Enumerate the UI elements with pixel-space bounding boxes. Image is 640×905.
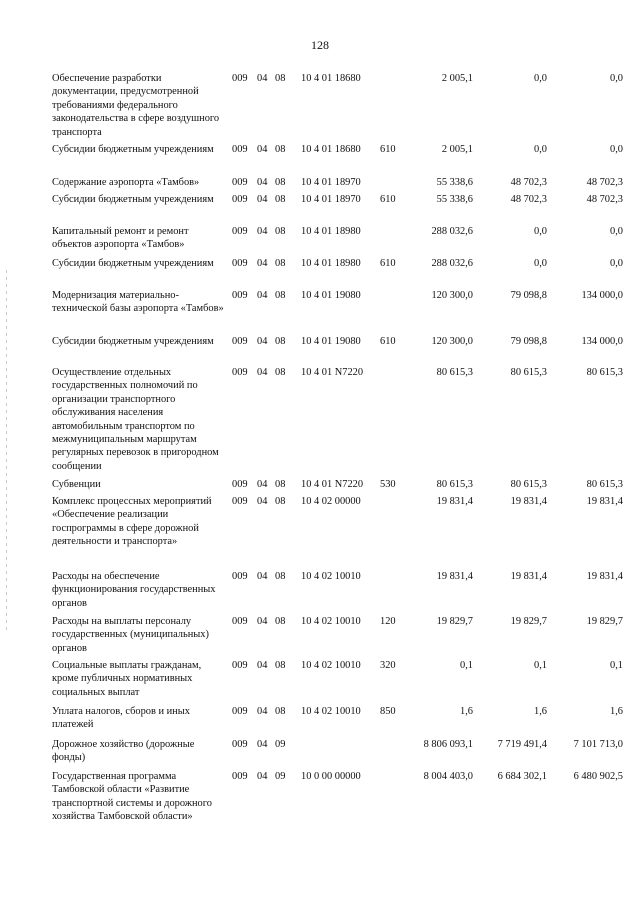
- row-rz: 04: [257, 73, 268, 84]
- row-value-1: 19 829,7: [436, 616, 473, 627]
- row-value-2: 19 829,7: [510, 616, 547, 627]
- row-name: Государственная программа Тамбовской области «Развитие транспортной системы и дорожного хозяйства Тамбовской области»: [52, 771, 212, 823]
- row-pr: 08: [275, 73, 286, 84]
- row-value-3: 48 702,3: [586, 177, 623, 188]
- row-pr: 08: [275, 258, 286, 269]
- row-vr: 610: [380, 258, 396, 269]
- row-ved: 009: [232, 367, 248, 378]
- row-value-2: 48 702,3: [510, 177, 547, 188]
- row-value-3: 7 101 713,0: [573, 739, 623, 750]
- row-value-2: 0,0: [534, 144, 547, 155]
- row-name: Дорожное хозяйство (дорожные фонды): [52, 739, 195, 764]
- row-rz: 04: [257, 258, 268, 269]
- row-value-3: 0,0: [610, 73, 623, 84]
- row-value-1: 120 300,0: [431, 336, 473, 347]
- row-value-3: 1,6: [610, 706, 623, 717]
- row-vr: 120: [380, 616, 396, 627]
- row-value-2: 19 831,4: [510, 496, 547, 507]
- row-value-3: 0,0: [610, 226, 623, 237]
- row-csr: 10 4 01 18980: [301, 258, 361, 269]
- row-ved: 009: [232, 258, 248, 269]
- row-value-1: 1,6: [460, 706, 473, 717]
- row-value-3: 19 831,4: [586, 496, 623, 507]
- row-value-2: 1,6: [534, 706, 547, 717]
- row-rz: 04: [257, 226, 268, 237]
- row-name: Субсидии бюджетным учреждениям: [52, 258, 214, 269]
- row-csr: 10 0 00 00000: [301, 771, 361, 782]
- row-value-3: 19 829,7: [586, 616, 623, 627]
- row-vr: 610: [380, 336, 396, 347]
- row-vr: 610: [380, 194, 396, 205]
- row-value-1: 8 004 403,0: [423, 771, 473, 782]
- row-ved: 009: [232, 771, 248, 782]
- row-value-3: 80 615,3: [586, 367, 623, 378]
- row-name: Осуществление отдельных государственных полномочий по организации транспортного обслуживания населения автомобильным транспортом по межмуниципальным маршрутам регулярных перевозок в пригородном сообщении: [52, 367, 219, 472]
- row-pr: 08: [275, 177, 286, 188]
- row-csr: 10 4 01 18970: [301, 194, 361, 205]
- row-rz: 04: [257, 571, 268, 582]
- row-ved: 009: [232, 706, 248, 717]
- row-ved: 009: [232, 479, 248, 490]
- row-value-1: 8 806 093,1: [423, 739, 473, 750]
- row-ved: 009: [232, 144, 248, 155]
- row-ved: 009: [232, 194, 248, 205]
- row-name: Социальные выплаты гражданам, кроме публичных нормативных социальных выплат: [52, 660, 202, 698]
- row-value-1: 19 831,4: [436, 496, 473, 507]
- row-name: Расходы на выплаты персоналу государственных (муниципальных) органов: [52, 616, 209, 654]
- row-value-2: 0,0: [534, 73, 547, 84]
- row-ved: 009: [232, 571, 248, 582]
- row-name: Комплекс процессных мероприятий «Обеспечение реализации госпрограммы в сфере дорожной деятельности и транспорта»: [52, 496, 212, 548]
- row-rz: 04: [257, 771, 268, 782]
- row-value-1: 288 032,6: [431, 226, 473, 237]
- row-vr: 850: [380, 706, 396, 717]
- row-value-1: 55 338,6: [436, 177, 473, 188]
- row-name: Субвенции: [52, 479, 101, 490]
- row-value-2: 6 684 302,1: [497, 771, 547, 782]
- row-rz: 04: [257, 496, 268, 507]
- row-pr: 08: [275, 660, 286, 671]
- row-csr: 10 4 01 18680: [301, 144, 361, 155]
- row-value-1: 19 831,4: [436, 571, 473, 582]
- row-csr: 10 4 01 18970: [301, 177, 361, 188]
- row-ved: 009: [232, 660, 248, 671]
- row-rz: 04: [257, 144, 268, 155]
- row-pr: 08: [275, 144, 286, 155]
- row-value-2: 80 615,3: [510, 367, 547, 378]
- row-value-3: 134 000,0: [581, 290, 623, 301]
- row-value-3: 19 831,4: [586, 571, 623, 582]
- row-csr: 10 4 02 10010: [301, 706, 361, 717]
- row-csr: 10 4 01 19080: [301, 336, 361, 347]
- row-ved: 009: [232, 290, 248, 301]
- row-ved: 009: [232, 177, 248, 188]
- row-value-2: 0,1: [534, 660, 547, 671]
- row-rz: 04: [257, 706, 268, 717]
- row-ved: 009: [232, 616, 248, 627]
- row-pr: 08: [275, 496, 286, 507]
- row-pr: 09: [275, 771, 286, 782]
- row-csr: 10 4 02 10010: [301, 616, 361, 627]
- row-value-1: 120 300,0: [431, 290, 473, 301]
- row-value-2: 19 831,4: [510, 571, 547, 582]
- row-pr: 08: [275, 336, 286, 347]
- row-value-2: 0,0: [534, 258, 547, 269]
- row-pr: 08: [275, 226, 286, 237]
- row-csr: 10 4 01 19080: [301, 290, 361, 301]
- row-pr: 08: [275, 616, 286, 627]
- row-pr: 08: [275, 367, 286, 378]
- row-value-2: 79 098,8: [510, 336, 547, 347]
- page-number: 128: [311, 38, 329, 52]
- row-rz: 04: [257, 177, 268, 188]
- row-pr: 08: [275, 194, 286, 205]
- row-csr: 10 4 01 N7220: [301, 367, 364, 378]
- row-value-1: 2 005,1: [441, 73, 473, 84]
- row-pr: 08: [275, 290, 286, 301]
- row-value-3: 0,1: [610, 660, 623, 671]
- row-value-1: 288 032,6: [431, 258, 473, 269]
- row-csr: 10 4 01 N7220: [301, 479, 364, 490]
- row-name: Обеспечение разработки документации, предусмотренной требованиями федерального законодательства в сфере воздушного транспорта: [52, 73, 220, 138]
- row-rz: 04: [257, 194, 268, 205]
- row-csr: 10 4 01 18680: [301, 73, 361, 84]
- row-pr: 08: [275, 479, 286, 490]
- row-value-1: 55 338,6: [436, 194, 473, 205]
- row-name: Капитальный ремонт и ремонт объектов аэропорта «Тамбов»: [52, 226, 189, 251]
- row-rz: 04: [257, 336, 268, 347]
- row-name: Модернизация материально-технической базы аэропорта «Тамбов»: [52, 290, 224, 315]
- row-name: Субсидии бюджетным учреждениям: [52, 336, 214, 347]
- row-value-3: 0,0: [610, 144, 623, 155]
- row-value-1: 80 615,3: [436, 479, 473, 490]
- row-name: Содержание аэропорта «Тамбов»: [52, 177, 200, 188]
- row-csr: 10 4 02 10010: [301, 660, 361, 671]
- row-rz: 04: [257, 616, 268, 627]
- row-ved: 009: [232, 73, 248, 84]
- row-name: Субсидии бюджетным учреждениям: [52, 194, 214, 205]
- row-value-3: 80 615,3: [586, 479, 623, 490]
- row-value-1: 2 005,1: [441, 144, 473, 155]
- row-value-2: 48 702,3: [510, 194, 547, 205]
- row-csr: 10 4 01 18980: [301, 226, 361, 237]
- row-name: Уплата налогов, сборов и иных платежей: [52, 706, 190, 731]
- row-value-3: 134 000,0: [581, 336, 623, 347]
- row-rz: 04: [257, 290, 268, 301]
- row-pr: 08: [275, 571, 286, 582]
- row-value-3: 6 480 902,5: [573, 771, 623, 782]
- row-csr: 10 4 02 00000: [301, 496, 361, 507]
- row-vr: 320: [380, 660, 396, 671]
- row-ved: 009: [232, 739, 248, 750]
- row-value-3: 0,0: [610, 258, 623, 269]
- row-value-1: 80 615,3: [436, 367, 473, 378]
- row-ved: 009: [232, 496, 248, 507]
- row-rz: 04: [257, 367, 268, 378]
- row-name: Субсидии бюджетным учреждениям: [52, 144, 214, 155]
- row-value-3: 48 702,3: [586, 194, 623, 205]
- row-pr: 08: [275, 706, 286, 717]
- row-rz: 04: [257, 660, 268, 671]
- row-value-2: 7 719 491,4: [497, 739, 547, 750]
- row-pr: 09: [275, 739, 286, 750]
- row-value-2: 0,0: [534, 226, 547, 237]
- row-ved: 009: [232, 226, 248, 237]
- row-value-1: 0,1: [460, 660, 473, 671]
- row-rz: 04: [257, 479, 268, 490]
- row-name: Расходы на обеспечение функционирования государственных органов: [52, 571, 216, 609]
- row-vr: 610: [380, 144, 396, 155]
- row-vr: 530: [380, 479, 396, 490]
- row-value-2: 80 615,3: [510, 479, 547, 490]
- row-value-2: 79 098,8: [510, 290, 547, 301]
- row-ved: 009: [232, 336, 248, 347]
- row-rz: 04: [257, 739, 268, 750]
- row-csr: 10 4 02 10010: [301, 571, 361, 582]
